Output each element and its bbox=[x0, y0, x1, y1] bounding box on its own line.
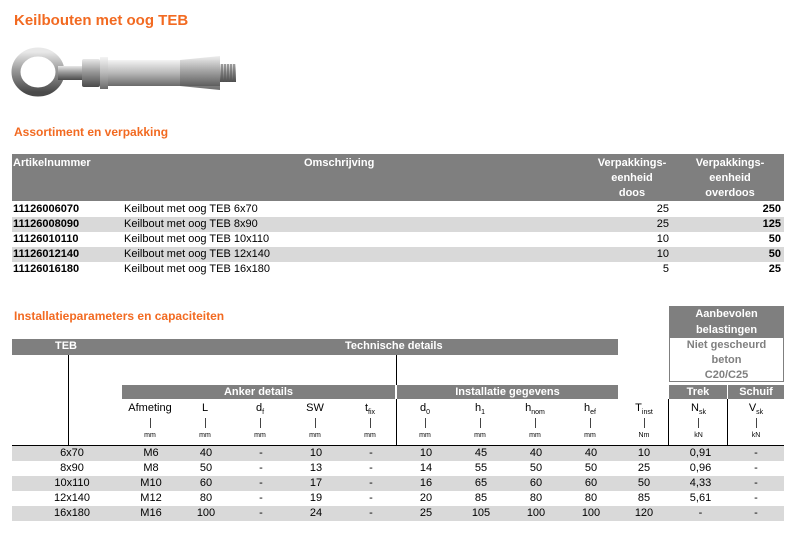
table-row: 11126010110 Keilbout met oog TEB 10x110 10 50 bbox=[13, 233, 781, 245]
col-l: L bbox=[201, 402, 209, 414]
col-df: $d_f$ bbox=[255, 402, 265, 417]
header-pack-outerbox: Verpakkings- eenheid overdoos bbox=[695, 157, 765, 199]
table-row: 8x90 M8 50 - 13 - 14 55 50 50 25 0,96 - bbox=[60, 462, 758, 474]
table-row: 10x110 M10 60 - 17 - 16 65 60 60 50 4,33 - bbox=[12, 476, 784, 491]
schuif-bar: Schuif bbox=[728, 385, 784, 399]
table-row: 6x70 M6 40 - 10 - 10 45 40 40 10 0,91 - bbox=[12, 446, 784, 461]
col-tfix: $t_{fix}$ bbox=[364, 402, 376, 417]
table-row: 11126006070 Keilbout met oog TEB 6x70 25 250 bbox=[13, 203, 781, 215]
anker-details-bar: Anker details bbox=[122, 385, 395, 399]
section-title-assortment: Assortiment en verpakking bbox=[14, 125, 169, 139]
tick bbox=[590, 418, 591, 428]
tick bbox=[480, 418, 481, 428]
unit-label: mm bbox=[254, 432, 266, 439]
table-row: 16x180 M16 100 - 24 - 25 105 100 100 120 - - bbox=[12, 506, 784, 521]
unit-label: mm bbox=[419, 432, 431, 439]
table-row: 11126016180 Keilbout met oog TEB 16x180 5 25 bbox=[13, 263, 781, 275]
col-hnom: $h_{nom}$ bbox=[525, 402, 545, 417]
unit-label: mm bbox=[474, 432, 486, 439]
col-hef: $h_{ef}$ bbox=[584, 402, 596, 417]
connector-line bbox=[68, 355, 69, 445]
col-sw: SW bbox=[306, 402, 324, 414]
unit-label: mm bbox=[144, 432, 156, 439]
unit-label: Nm bbox=[638, 432, 650, 439]
tick bbox=[756, 418, 757, 428]
tick bbox=[644, 418, 645, 428]
col-tinst: $T_{inst}$ bbox=[635, 402, 653, 417]
header-desc: Omschrijving bbox=[304, 157, 375, 169]
tick bbox=[315, 418, 316, 428]
concrete-condition: Niet gescheurd beton C20/C25 bbox=[686, 339, 767, 381]
installatie-gegevens-bar: Installatie gegevens bbox=[397, 385, 618, 399]
tick bbox=[425, 418, 426, 428]
unit-label: mm bbox=[529, 432, 541, 439]
table-row: 11126012140 Keilbout met oog TEB 12x140 10 50 bbox=[12, 247, 784, 262]
trek-bar: Trek bbox=[669, 385, 727, 399]
col-vsk: $V_{sk}$ bbox=[748, 402, 764, 417]
table-row: 12x140 M12 80 - 19 - 20 85 80 80 85 5,61 - bbox=[53, 492, 758, 504]
header-pack-box: Verpakkings- eenheid doos bbox=[597, 157, 667, 199]
unit-label: kN bbox=[694, 432, 703, 439]
col-d0: $d_0$ bbox=[419, 402, 431, 417]
section-title-installation: Installatieparameters en capaciteiten bbox=[14, 309, 225, 323]
col-nsk: $N_{sk}$ bbox=[691, 402, 706, 417]
tick bbox=[535, 418, 536, 428]
unit-label: mm bbox=[584, 432, 596, 439]
col-h1: $h_1$ bbox=[474, 402, 486, 417]
unit-label: kN bbox=[751, 432, 761, 439]
table-row: 11126008090 Keilbout met oog TEB 8x90 25 125 bbox=[12, 217, 784, 232]
assortment-table-header bbox=[12, 154, 784, 201]
unit-label: mm bbox=[309, 432, 321, 439]
teb-label: TEB bbox=[55, 340, 77, 352]
tick bbox=[370, 418, 371, 428]
page-title: Keilbouten met oog TEB bbox=[14, 12, 189, 29]
tick bbox=[698, 418, 699, 428]
tick bbox=[150, 418, 151, 428]
eye-bolt-illustration bbox=[10, 42, 240, 102]
unit-label: mm bbox=[199, 432, 211, 439]
tick bbox=[205, 418, 206, 428]
recommended-loads-header: Aanbevolen belastingen bbox=[669, 306, 784, 338]
unit-label: mm bbox=[364, 432, 376, 439]
technical-details-label: Technische details bbox=[345, 340, 443, 352]
header-code: Artikelnummer bbox=[13, 157, 91, 169]
connector-line bbox=[396, 355, 397, 385]
col-afmeting: Afmeting bbox=[128, 402, 172, 414]
teb-technical-bar bbox=[12, 339, 618, 355]
tick bbox=[260, 418, 261, 428]
